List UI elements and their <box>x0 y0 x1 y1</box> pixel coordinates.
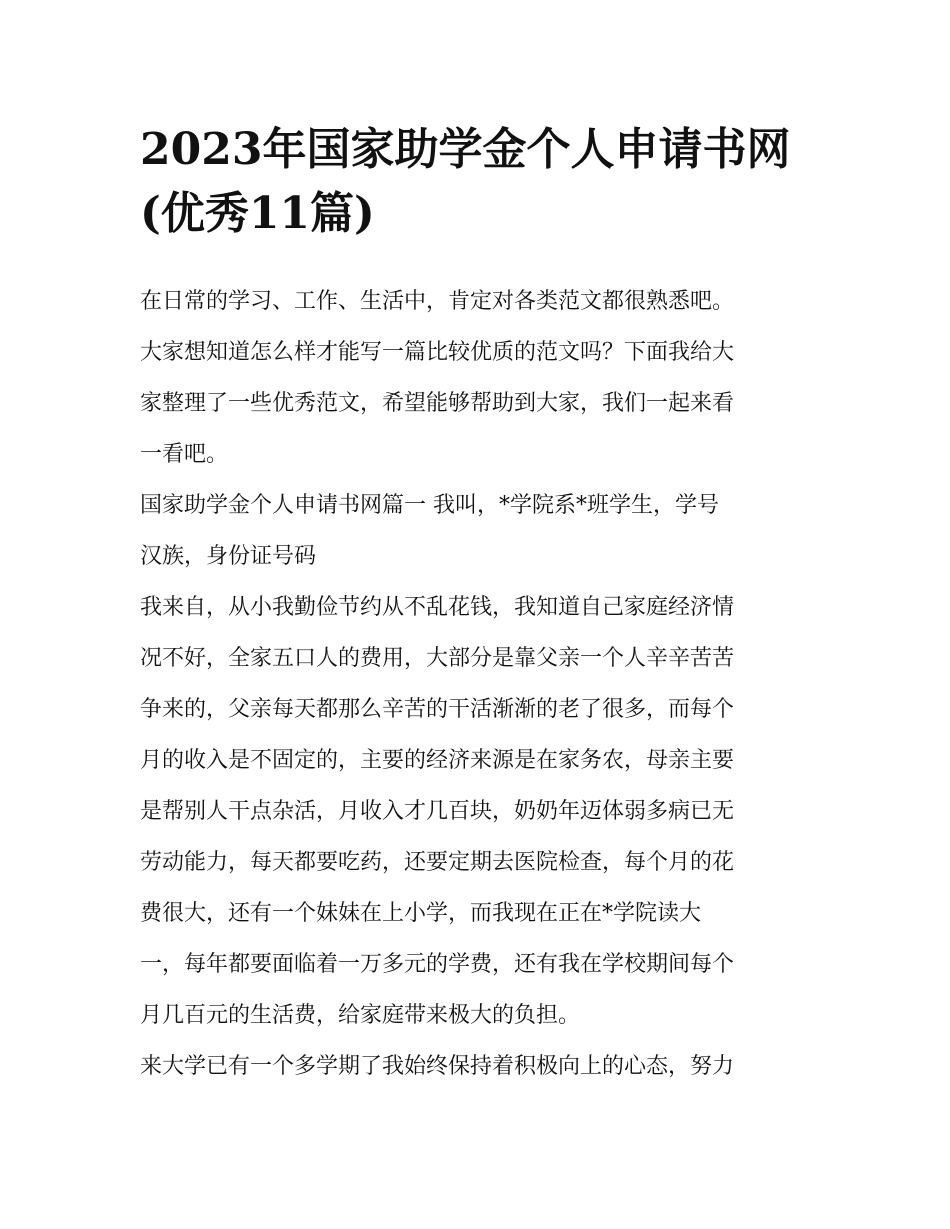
text-line: 我来自，从小我勤俭节约从不乱花钱，我知道自己家庭经济情 <box>140 595 735 620</box>
paragraph-section-one-intro <box>140 480 815 582</box>
text-line: 月几百元的生活费，给家庭带来极大的负担。 <box>140 1003 581 1028</box>
document-title: 2023年国家助学金个人申请书网(优秀11篇) <box>140 124 791 239</box>
text-line: 况不好，全家五口人的费用，大部分是靠父亲一个人辛辛苦苦 <box>140 646 735 671</box>
text-line: 费很大，还有一个妹妹在上小学，而我现在正在*学院读大 <box>140 901 702 926</box>
text-line: 来大学已有一个多学期了我始终保持着积极向上的心态，努力 <box>140 1054 735 1079</box>
text-line: 月的收入是不固定的，主要的经济来源是在家务农，母亲主要 <box>140 748 735 773</box>
paragraph-intro <box>140 276 815 480</box>
text-line: 汉族，身份证号码 <box>140 544 317 569</box>
text-line: 是帮别人干点杂活，月收入才几百块，奶奶年迈体弱多病已无 <box>140 799 735 824</box>
text-line: 在日常的学习、工作、生活中，肯定对各类范文都很熟悉吧。 <box>140 289 735 314</box>
document-body <box>140 276 815 1092</box>
paragraph-university-life <box>140 1041 815 1092</box>
text-line: 家整理了一些优秀范文，希望能够帮助到大家，我们一起来看 <box>140 391 735 416</box>
text-line: 一，每年都要面临着一万多元的学费，还有我在学校期间每个 <box>140 952 735 977</box>
text-line: 一看吧。 <box>140 442 229 467</box>
text-line: 国家助学金个人申请书网篇一 我叫，*学院系*班学生，学号 <box>140 493 719 518</box>
text-line: 劳动能力，每天都要吃药，还要定期去医院检查，每个月的花 <box>140 850 735 875</box>
paragraph-family-situation <box>140 582 815 1041</box>
text-line: 大家想知道怎么样才能写一篇比较优质的范文吗？下面我给大 <box>140 340 735 365</box>
text-line: 争来的，父亲每天都那么辛苦的干活渐渐的老了很多，而每个 <box>140 697 735 722</box>
